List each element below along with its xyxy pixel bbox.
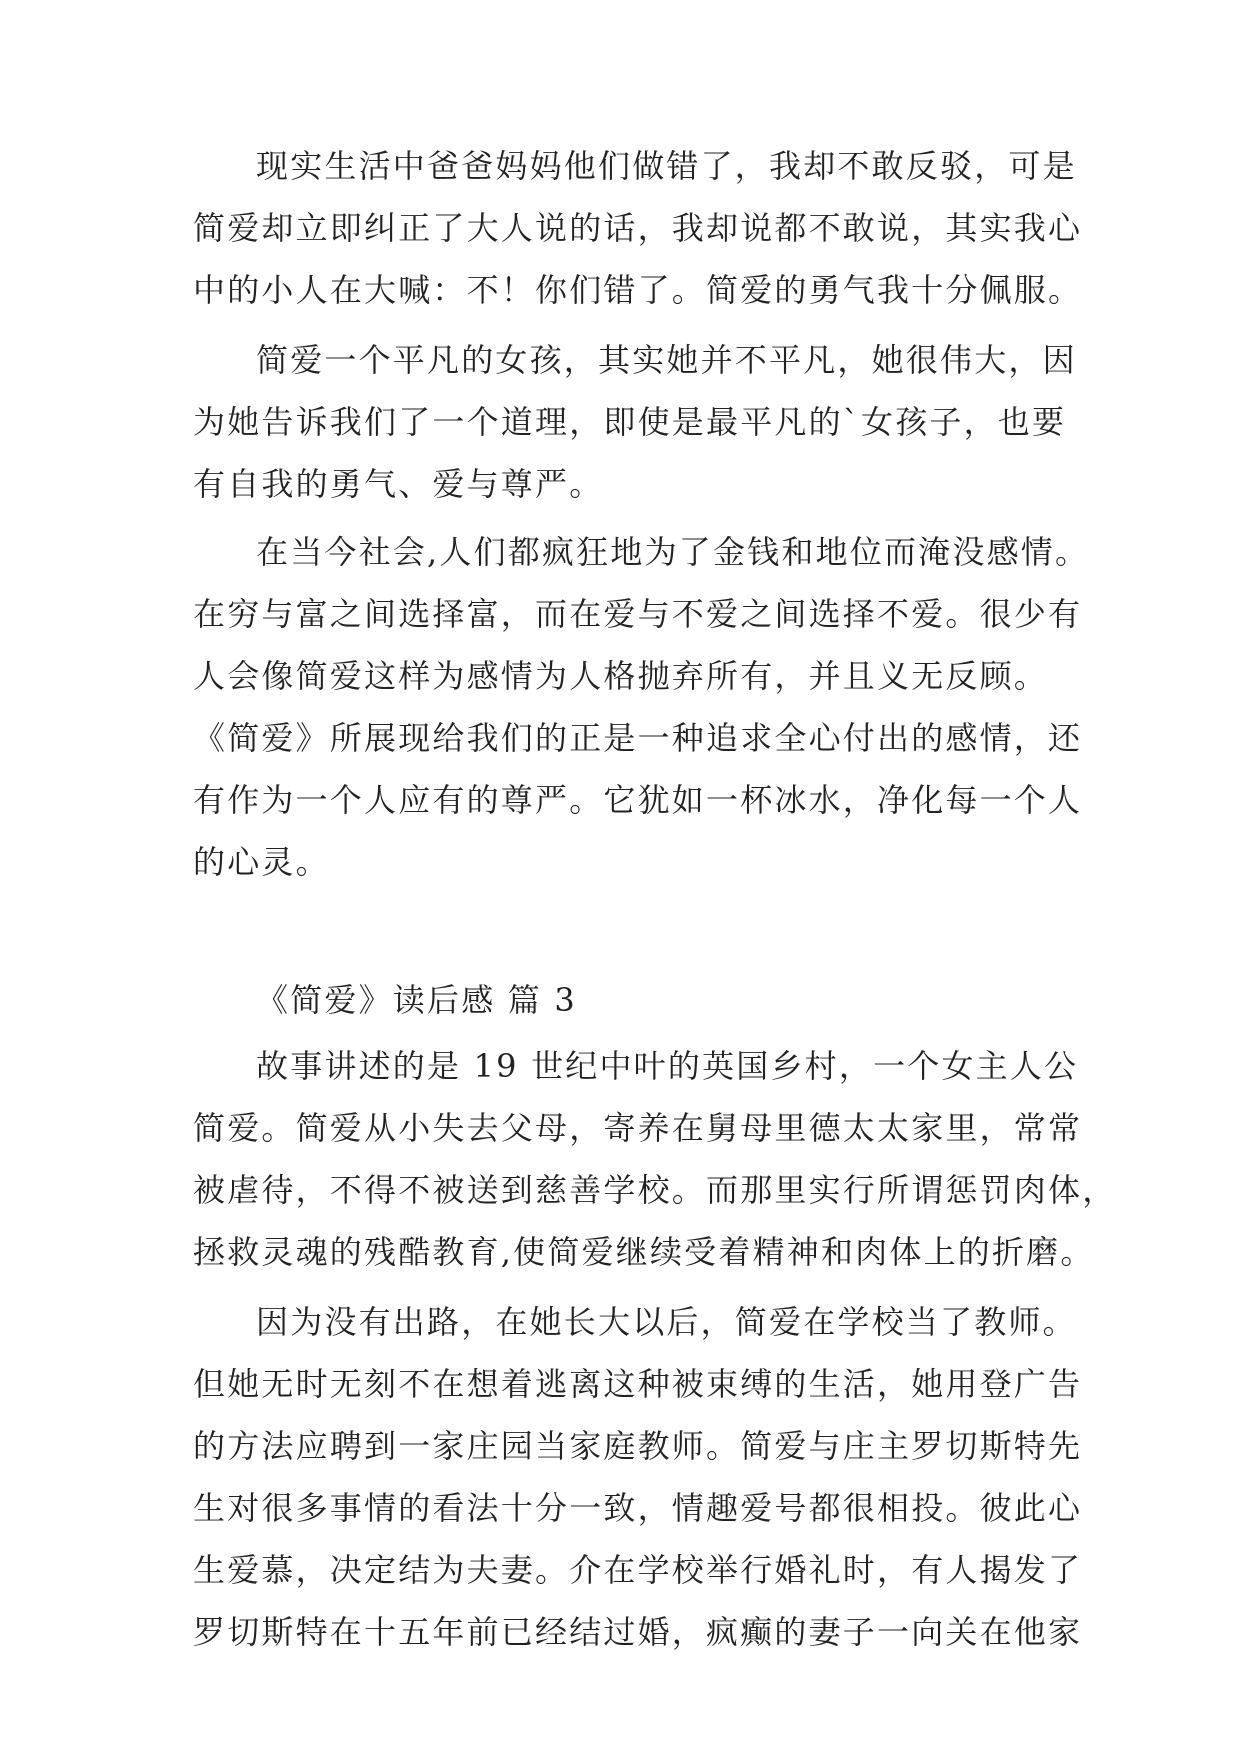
paragraph-line: 在穷与富之间选择富，而在爱与不爱之间选择不爱。很少有 — [193, 595, 1083, 633]
section-heading: 《简爱》读后感 篇 3 — [256, 981, 577, 1019]
paragraph-line: 被虐待，不得不被送到慈善学校。而那里实行所谓惩罚肉体， — [193, 1171, 1117, 1209]
paragraph-line: 但她无时无刻不在想着逃离这种被束缚的生活，她用登广告 — [193, 1365, 1083, 1403]
paragraph-line: 人会像简爱这样为感情为人格抛弃所有，并且义无反顾。 — [193, 657, 1049, 695]
paragraph-line: 罗切斯特在十五年前已经结过婚，疯癫的妻子一向关在他家 — [193, 1613, 1083, 1651]
paragraph-line: 在当今社会,人们都疯狂地为了金钱和地位而淹没感情。 — [256, 533, 1090, 571]
paragraph-line: 现实生活中爸爸妈妈他们做错了，我却不敢反驳，可是 — [256, 147, 1077, 185]
paragraph-line: 因为没有出路，在她长大以后，简爱在学校当了教师。 — [256, 1303, 1077, 1341]
paragraph-line: 《简爱》所展现给我们的正是一种追求全心付出的感情，还 — [193, 719, 1083, 757]
paragraph-line: 简爱一个平凡的女孩，其实她并不平凡，她很伟大，因 — [256, 341, 1077, 379]
paragraph-line: 为她告诉我们了一个道理，即使是最平凡的`女孩子，也要 — [193, 403, 1067, 441]
paragraph-line: 简爱却立即纠正了大人说的话，我却说都不敢说，其实我心 — [193, 209, 1083, 247]
paragraph-line: 简爱。简爱从小失去父母，寄养在舅母里德太太家里，常常 — [193, 1109, 1083, 1147]
paragraph-line: 拯救灵魂的残酷教育,使简爱继续受着精神和肉体上的折磨。 — [193, 1233, 1095, 1271]
paragraph-line: 有作为一个人应有的尊严。它犹如一杯冰水，净化每一个人 — [193, 781, 1083, 819]
paragraph-line: 的方法应聘到一家庄园当家庭教师。简爱与庄主罗切斯特先 — [193, 1427, 1083, 1465]
paragraph-line: 故事讲述的是 19 世纪中叶的英国乡村，一个女主人公 — [256, 1047, 1079, 1085]
paragraph-line: 生对很多事情的看法十分一致，情趣爱号都很相投。彼此心 — [193, 1489, 1083, 1527]
paragraph-line: 生爱慕，决定结为夫妻。介在学校举行婚礼时，有人揭发了 — [193, 1551, 1083, 1589]
paragraph-line: 中的小人在大喊：不！你们错了。简爱的勇气我十分佩服。 — [193, 271, 1083, 309]
paragraph-line: 的心灵。 — [193, 843, 330, 881]
paragraph-line: 有自我的勇气、爱与尊严。 — [193, 465, 604, 503]
